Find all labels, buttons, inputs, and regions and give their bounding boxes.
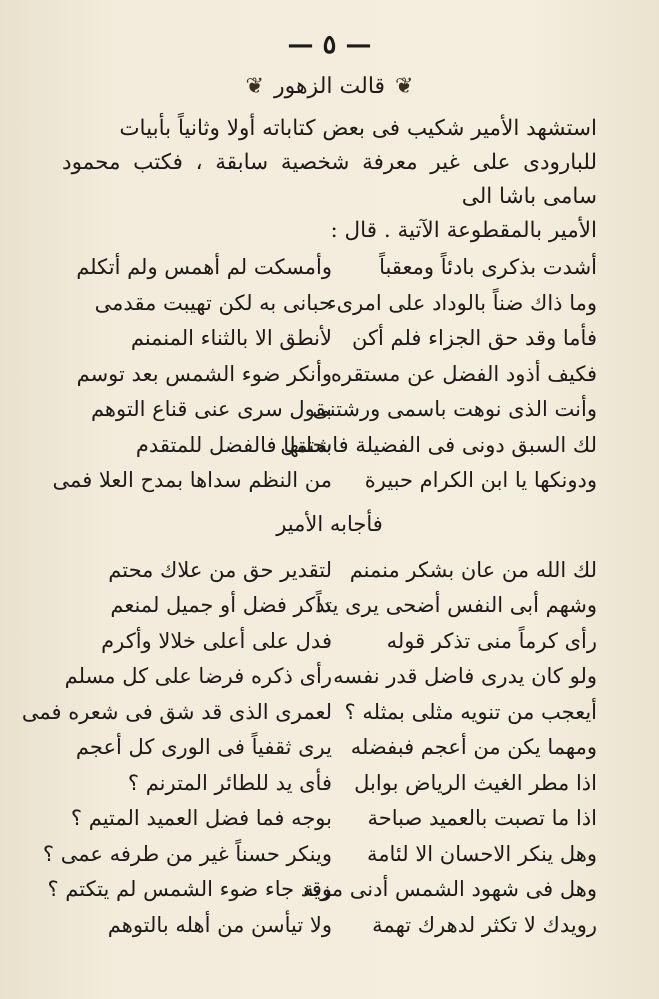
hemistich-second: بقول سرى عنى قناع التوهم bbox=[90, 397, 332, 421]
hemistich-second: فأى يد للطائر المترنم ؟ bbox=[127, 770, 332, 795]
verse-line bbox=[62, 730, 597, 766]
heading-title: قالت الزهور bbox=[273, 73, 386, 99]
hemistich-first: أيعجب من تنويه مثلى بمثله ؟ bbox=[344, 699, 597, 724]
hemistich-second: وأمسكت لم أهمس ولم أتكلم bbox=[76, 255, 332, 279]
section-heading bbox=[62, 66, 597, 106]
hemistich-first: رأى كرماً منى تذكر قوله bbox=[386, 628, 597, 653]
verse-line bbox=[42, 837, 597, 873]
reply-subheading: فأجابه الأمير bbox=[276, 511, 383, 536]
verse-line bbox=[62, 250, 597, 286]
poem-amir bbox=[21, 553, 597, 944]
intro-paragraph bbox=[62, 112, 597, 248]
hemistich-second: وأنكر ضوء الشمس بعد توسم bbox=[76, 361, 332, 386]
verse-line bbox=[62, 624, 597, 660]
hemistich-first: اذا ما تصبت بالعميد صباحة bbox=[367, 806, 597, 830]
intro-line: للبارودى على غير معرفة شخصية سابقة ، فكتب محمود سامى باشا الى bbox=[62, 150, 597, 209]
page-number: — ٥ — bbox=[287, 30, 372, 60]
hemistich-second: وقد جاء ضوء الشمس لم يتكتم ؟ bbox=[47, 877, 332, 901]
verse-line bbox=[62, 588, 597, 624]
hemistich-first: فكيف أذود الفضل عن مستقره bbox=[330, 361, 597, 386]
hemistich-second: بحلتها فالفضل للمتقدم bbox=[135, 432, 332, 457]
verse-line bbox=[47, 872, 597, 908]
hemistich-second: رأى ذكره فرضا على كل مسلم bbox=[64, 664, 332, 688]
intro-line: استشهد الأمير شكيب فى بعض كتاباته أولا وثانياً بأبيات bbox=[119, 116, 597, 141]
hemistich-second: لأنطق الا بالثناء المنمنم bbox=[130, 326, 332, 350]
verse-line bbox=[52, 463, 597, 499]
hemistich-second: من النظم سداها بمدح العلا فمى bbox=[52, 468, 332, 492]
hemistich-first: فأما وقد حق الجزاء فلم أكن bbox=[351, 326, 597, 350]
hemistich-first: وشهم أبى النفس أضحى يرى يداً bbox=[315, 593, 597, 617]
hemistich-first: ولو كان يدرى فاضل قدر نفسه bbox=[333, 664, 597, 688]
hemistich-second: وينكر حسناً غير من طرفه عمى ؟ bbox=[42, 841, 332, 866]
verse-line bbox=[62, 659, 597, 695]
hemistich-first: وهل ينكر الاحسان الا لئامة bbox=[367, 841, 597, 866]
verse-line bbox=[62, 392, 597, 428]
hemistich-first: رويدك لا تكثر لدهرك تهمة bbox=[372, 912, 597, 937]
hemistich-first: ومهما يكن من أعجم فبفضله bbox=[350, 735, 597, 759]
intro-line: الأمير بالمقطوعة الآتية . قال : bbox=[330, 218, 597, 243]
hemistich-first: اذا مطر الغيث الرياض بوابل bbox=[354, 770, 597, 795]
hemistich-second: يرى ثقفياً فى الورى كل أعجم bbox=[75, 735, 332, 759]
poem-barudi bbox=[52, 250, 597, 499]
verse-line bbox=[62, 553, 597, 589]
ornament-left-icon: ❦ bbox=[245, 73, 264, 99]
hemistich-first: وأنت الذى نوهت باسمى ورشتنى bbox=[312, 397, 597, 421]
hemistich-second: لعمرى الذى قد شق فى شعره فمى bbox=[21, 699, 332, 724]
verse-line bbox=[62, 766, 597, 802]
hemistich-first: ودونكها يا ابن الكرام حبيرة bbox=[364, 468, 597, 492]
verse-line bbox=[62, 428, 597, 464]
verse-line bbox=[62, 321, 597, 357]
verse-line bbox=[62, 357, 597, 393]
hemistich-second: فدل على أعلى خلالا وأكرم bbox=[101, 628, 332, 653]
verse-line bbox=[21, 695, 597, 731]
verse-line bbox=[62, 286, 597, 322]
hemistich-second: حبانى به لكن تهيبت مقدمى bbox=[94, 290, 332, 315]
verse-line bbox=[62, 908, 597, 944]
hemistich-second: لتقدير حق من علاك محتم bbox=[108, 557, 332, 582]
hemistich-first: لك الله من عان بشكر منمنم bbox=[349, 557, 597, 582]
hemistich-second: بوجه فما فضل العميد المتيم ؟ bbox=[70, 806, 332, 830]
ornament-right-icon: ❦ bbox=[395, 73, 414, 99]
hemistich-first: وما ذاك ضناً بالوداد على امرىء bbox=[326, 290, 597, 315]
hemistich-second: تذكر فضل أو جميل لمنعم bbox=[110, 593, 332, 617]
hemistich-second: ولا تيأسن من أهله بالتوهم bbox=[107, 912, 332, 937]
hemistich-first: لك السبق دونى فى الفضيلة فاشتمل bbox=[280, 432, 597, 457]
hemistich-first: أشدت بذكرى بادئاً ومعقباً bbox=[379, 255, 597, 279]
verse-line bbox=[62, 801, 597, 837]
hemistich-first: وهل فى شهود الشمس أدنى مزية bbox=[303, 877, 597, 901]
